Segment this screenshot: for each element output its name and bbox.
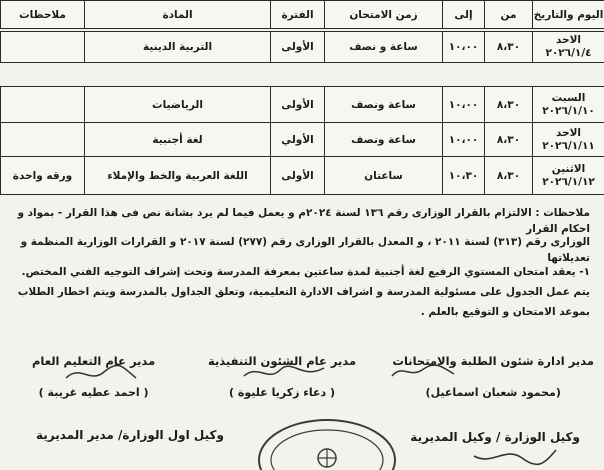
schedule-block-1: [0, 31, 604, 63]
row-date: ٢٠٢٦/١/١٠: [542, 104, 595, 117]
signature-left-title: مدير عام التعليم العام: [32, 354, 156, 368]
row-from: ٨،٣٠: [485, 87, 533, 123]
row-subject: الرياضيات: [85, 87, 271, 123]
signature-left-name: ( احمد عطيه غريبة ): [38, 386, 149, 399]
header-subject: المادة: [85, 1, 271, 29]
signature-middle-name: ( دعاء زكريا عليوة ): [229, 386, 336, 399]
signature-right-title: مدير ادارة شئون الطلبة والامتحانات: [392, 354, 594, 368]
row-to: ١٠،٣٠: [443, 157, 485, 195]
row-day: السبت: [551, 91, 586, 104]
row-day-date: [533, 87, 604, 123]
signature-middle: [208, 354, 356, 399]
row-subject: اللغة العربية والخط والإملاء: [85, 157, 271, 195]
row-subject: التربية الدينية: [85, 32, 271, 63]
row-subject: لغة أجنبية: [85, 123, 271, 157]
notes-line-2: الوزارى رقم (٣١٣) لسنة ٢٠١١ ، و المعدل بالقرار الوزارى رقم (٢٧٧) لسنة ٢٠١٧ و القرارات الوزارية المنظمة و تعديلاتها: [20, 236, 590, 264]
signature-right: [392, 354, 594, 399]
table-row: [1, 123, 604, 157]
signature-scribble-bottom-right: [470, 444, 560, 468]
row-day: الاحد: [555, 34, 582, 46]
signature-right-name: (محمود شعبان اسماعيل): [425, 386, 561, 399]
row-notes: [1, 87, 85, 123]
row-date: ٢٠٢٦/١/٤: [545, 47, 592, 59]
row-from: ٨،٣٠: [485, 157, 533, 195]
row-notes: [1, 123, 85, 157]
row-day-date: [533, 157, 604, 195]
header-to: إلى: [443, 1, 485, 29]
row-day: الاحد: [555, 126, 582, 139]
row-to: ١٠،٠٠: [443, 32, 485, 63]
row-to: ١٠،٠٠: [443, 87, 485, 123]
table-row: [1, 157, 604, 195]
signature-bottom-left: وكيل اول الوزارة/ مدير المديرية: [36, 428, 224, 442]
signature-bottom-right: وكيل الوزارة / وكيل المديرية: [410, 430, 580, 444]
row-notes: ورقه واحدة: [1, 157, 85, 195]
official-stamp: [252, 414, 402, 470]
row-day: الاثنين: [551, 162, 586, 175]
schedule-header: [0, 0, 604, 29]
row-notes: [1, 32, 85, 63]
signature-left: [32, 354, 155, 399]
header-exam-time: زمن الامتحان: [325, 1, 443, 29]
header-from: من: [485, 1, 533, 29]
signature-middle-title: مدير عام الشئون التنفيذية: [208, 354, 357, 368]
row-from: ٨،٣٠: [485, 32, 533, 63]
row-day-date: [533, 123, 604, 157]
notes-title-line: ملاحظات : الالتزام بالقرار الوزارى رقم ١٣٦ لسنة ٢٠٢٤م و يعمل فيما لم يرد بشانة نص فى هذا القرار - بمواد و احكام القرار: [17, 207, 590, 235]
header-day-date: اليوم والتاريخ: [533, 1, 604, 29]
row-from: ٨،٣٠: [485, 123, 533, 157]
row-duration: ساعة ونصف: [325, 123, 443, 157]
row-day-date: [533, 32, 604, 63]
header-notes: ملاحظات: [1, 1, 85, 29]
row-period: الأولى: [271, 157, 325, 195]
row-period: الأولى: [271, 87, 325, 123]
row-to: ١٠،٠٠: [443, 123, 485, 157]
table-row: [1, 32, 604, 63]
schedule-block-2: [0, 86, 604, 195]
row-period: الأولى: [271, 32, 325, 63]
header-period: الفترة: [271, 1, 325, 29]
row-duration: ساعة ونصف: [325, 87, 443, 123]
table-row: [1, 87, 604, 123]
row-date: ٢٠٢٦/١/١١: [542, 139, 595, 152]
row-duration: ساعة و نصف: [325, 32, 443, 63]
notes-item-1: ١- يعقد امتحان المستوي الرفيع لغة أجنبية لمدة ساعتين بمعرفة المدرسة وتحت إشراف التوجيه الفني المختص. يتم عمل الجدول على مسئولية المدرسة و اشراف الادارة التعليمية، وتعلق الجداول بالمدرسة ويتم اخطار الطلاب بموعد الامتحان و التوقيع بالعلم .: [17, 266, 590, 318]
row-date: ٢٠٢٦/١/١٢: [542, 175, 595, 188]
row-period: الأولي: [271, 123, 325, 157]
row-duration: ساعتان: [325, 157, 443, 195]
